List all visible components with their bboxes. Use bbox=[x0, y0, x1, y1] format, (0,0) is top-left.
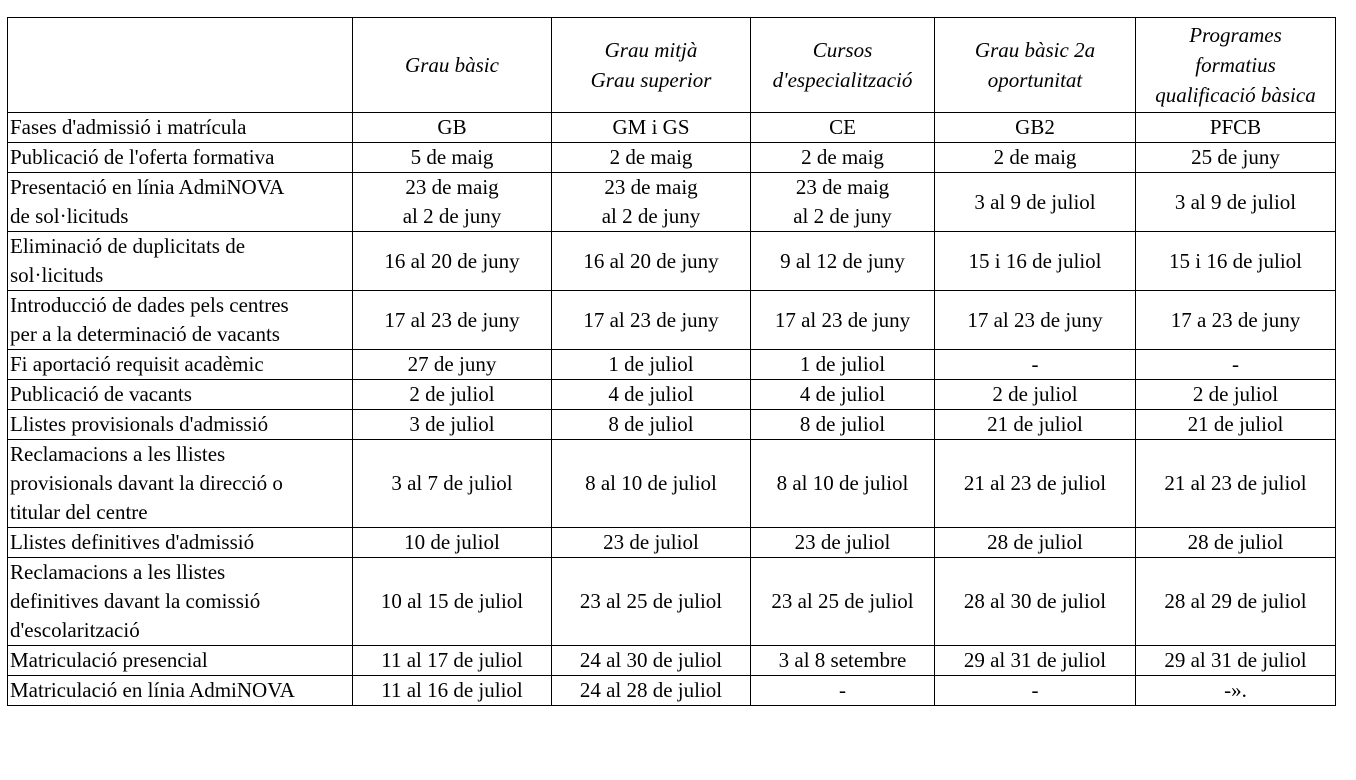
date-cell bbox=[552, 173, 751, 232]
date-cell bbox=[1136, 676, 1336, 706]
phase-cell bbox=[8, 676, 353, 706]
date-line: 28 de juliol bbox=[1187, 530, 1284, 554]
phase-line: definitives davant la comissió bbox=[10, 589, 261, 613]
table-row bbox=[8, 113, 1336, 143]
date-cell bbox=[1136, 558, 1336, 646]
date-cell bbox=[1136, 143, 1336, 173]
date-line: al 2 de juny bbox=[793, 204, 892, 228]
phase-line: Publicació de l'oferta formativa bbox=[10, 145, 275, 169]
date-line: 15 i 16 de juliol bbox=[968, 248, 1102, 273]
date-line: 8 al 10 de juliol bbox=[585, 471, 717, 495]
date-cell bbox=[1136, 291, 1336, 350]
phase-line: de sol·licituds bbox=[10, 204, 129, 228]
phase-line: Presentació en línia AdmiNOVA bbox=[10, 175, 285, 199]
date-cell bbox=[1136, 232, 1336, 291]
date-cell bbox=[1136, 113, 1336, 143]
date-line: 21 al 23 de juliol bbox=[963, 471, 1107, 495]
phase-cell bbox=[8, 143, 353, 173]
table-row bbox=[8, 291, 1336, 350]
date-line: 3 al 7 de juliol bbox=[391, 471, 513, 495]
header-line: formatius bbox=[1195, 53, 1276, 77]
date-line: 3 de juliol bbox=[409, 412, 495, 436]
table-row bbox=[8, 646, 1336, 676]
header-line: Grau mitjà bbox=[604, 38, 698, 62]
table-row bbox=[8, 380, 1336, 410]
date-line: 2 de juliol bbox=[1192, 382, 1279, 406]
header-line: qualificació bàsica bbox=[1155, 83, 1316, 107]
date-line: 29 al 31 de juliol bbox=[963, 648, 1107, 672]
date-cell bbox=[353, 232, 552, 291]
date-line: 2 de maig bbox=[609, 145, 693, 169]
date-line: 2 de maig bbox=[993, 145, 1077, 169]
header-cell-grau-basic bbox=[353, 18, 552, 113]
phase-line: Llistes provisionals d'admissió bbox=[10, 412, 269, 436]
date-cell bbox=[552, 558, 751, 646]
date-line: - bbox=[839, 678, 846, 702]
date-line: 23 de juliol bbox=[794, 530, 891, 554]
table-body bbox=[8, 113, 1336, 706]
date-cell bbox=[1136, 528, 1336, 558]
date-cell bbox=[751, 380, 935, 410]
header-cell-grau-basic-2a-oportunitat bbox=[935, 18, 1136, 113]
date-line: 4 de juliol bbox=[608, 382, 694, 406]
date-cell bbox=[751, 676, 935, 706]
date-line: 21 de juliol bbox=[987, 412, 1083, 436]
date-cell bbox=[751, 558, 935, 646]
phase-cell bbox=[8, 528, 353, 558]
date-line: 24 al 30 de juliol bbox=[579, 648, 723, 672]
date-line: 25 de juny bbox=[1191, 145, 1280, 169]
date-cell bbox=[353, 528, 552, 558]
date-line: 15 i 16 de juliol bbox=[1169, 248, 1302, 273]
date-line: 24 al 28 de juliol bbox=[579, 678, 723, 702]
date-line: GB2 bbox=[1015, 115, 1055, 139]
date-line: 23 de juliol bbox=[603, 530, 699, 554]
date-line: 17 al 23 de juny bbox=[774, 307, 911, 332]
admission-calendar bbox=[7, 17, 1336, 706]
phase-line: Matriculació presencial bbox=[10, 648, 208, 672]
date-cell bbox=[935, 350, 1136, 380]
date-line: GM i GS bbox=[612, 115, 690, 139]
phase-line: Fi aportació requisit acadèmic bbox=[10, 352, 264, 376]
date-line: 3 al 8 setembre bbox=[778, 648, 907, 672]
date-line: 17 al 23 de juny bbox=[967, 307, 1103, 332]
date-line: PFCB bbox=[1209, 115, 1262, 139]
phase-line: d'escolarització bbox=[10, 618, 140, 642]
table-row bbox=[8, 350, 1336, 380]
phase-line: Fases d'admissió i matrícula bbox=[10, 115, 247, 139]
date-line: 28 de juliol bbox=[987, 530, 1083, 554]
date-cell bbox=[935, 113, 1136, 143]
date-line: CE bbox=[829, 115, 856, 139]
date-cell bbox=[552, 232, 751, 291]
date-line: -». bbox=[1224, 678, 1247, 702]
date-line: 1 de juliol bbox=[799, 352, 886, 376]
date-line: - bbox=[1232, 352, 1239, 376]
date-line: 17 al 23 de juny bbox=[384, 307, 520, 332]
header-cell-grau-mitja-superior bbox=[552, 18, 751, 113]
date-line: 28 al 29 de juliol bbox=[1164, 589, 1307, 613]
date-line: 1 de juliol bbox=[608, 352, 694, 376]
date-line: 10 al 15 de juliol bbox=[380, 589, 524, 613]
date-cell bbox=[353, 143, 552, 173]
table-header bbox=[8, 18, 1336, 113]
date-line: 2 de juliol bbox=[409, 382, 495, 406]
date-cell bbox=[552, 113, 751, 143]
table-row bbox=[8, 440, 1336, 528]
date-cell bbox=[552, 380, 751, 410]
date-line: GB bbox=[437, 115, 467, 139]
date-line: 9 al 12 de juny bbox=[780, 248, 905, 273]
date-line: 17 al 23 de juny bbox=[583, 307, 719, 332]
date-line: 23 al 25 de juliol bbox=[579, 589, 723, 613]
table-row bbox=[8, 143, 1336, 173]
date-cell bbox=[935, 173, 1136, 232]
date-cell bbox=[552, 528, 751, 558]
date-cell bbox=[935, 646, 1136, 676]
date-cell bbox=[751, 528, 935, 558]
date-line: 10 de juliol bbox=[404, 530, 500, 554]
date-cell bbox=[935, 528, 1136, 558]
date-cell bbox=[751, 350, 935, 380]
date-cell bbox=[552, 410, 751, 440]
date-line: 29 al 31 de juliol bbox=[1164, 648, 1307, 672]
date-line: 8 de juliol bbox=[799, 412, 886, 436]
date-line: 2 de juliol bbox=[992, 382, 1078, 406]
phase-cell bbox=[8, 410, 353, 440]
phase-cell bbox=[8, 173, 353, 232]
header-line: d'especialització bbox=[772, 68, 913, 92]
phase-cell bbox=[8, 350, 353, 380]
date-cell bbox=[1136, 646, 1336, 676]
date-cell bbox=[552, 440, 751, 528]
date-cell bbox=[552, 143, 751, 173]
table-row bbox=[8, 173, 1336, 232]
date-cell bbox=[935, 440, 1136, 528]
phase-cell bbox=[8, 380, 353, 410]
phase-line: titular del centre bbox=[10, 500, 148, 524]
date-cell bbox=[353, 646, 552, 676]
date-line: 11 al 16 de juliol bbox=[381, 678, 523, 702]
date-line: 23 de maig bbox=[795, 175, 890, 199]
date-cell bbox=[552, 350, 751, 380]
table-row bbox=[8, 558, 1336, 646]
date-line: 3 al 9 de juliol bbox=[1174, 189, 1297, 214]
phase-line: Llistes definitives d'admissió bbox=[10, 530, 255, 554]
date-cell bbox=[353, 440, 552, 528]
date-line: 16 al 20 de juny bbox=[583, 248, 719, 273]
date-cell bbox=[935, 232, 1136, 291]
phase-line: Reclamacions a les llistes bbox=[10, 560, 226, 584]
date-cell bbox=[751, 410, 935, 440]
header-corner-cell bbox=[8, 18, 353, 113]
date-cell bbox=[935, 676, 1136, 706]
date-line: 21 al 23 de juliol bbox=[1164, 471, 1307, 495]
date-line: 27 de juny bbox=[407, 352, 497, 376]
date-cell bbox=[353, 410, 552, 440]
date-cell bbox=[751, 143, 935, 173]
date-cell bbox=[751, 291, 935, 350]
date-line: al 2 de juny bbox=[601, 204, 701, 228]
admission-table bbox=[7, 17, 1336, 706]
table-row bbox=[8, 676, 1336, 706]
header-line: oportunitat bbox=[987, 68, 1083, 92]
date-cell bbox=[552, 676, 751, 706]
date-line: 8 al 10 de juliol bbox=[776, 471, 909, 495]
date-line: 8 de juliol bbox=[608, 412, 694, 436]
table-row bbox=[8, 232, 1336, 291]
date-cell bbox=[935, 380, 1136, 410]
date-line: 21 de juliol bbox=[1187, 412, 1284, 436]
date-line: 23 de maig bbox=[405, 175, 499, 199]
date-line: 4 de juliol bbox=[799, 382, 886, 406]
date-cell bbox=[353, 676, 552, 706]
date-line: 2 de maig bbox=[801, 145, 884, 169]
date-line: 23 de maig bbox=[604, 175, 698, 199]
table-row bbox=[8, 528, 1336, 558]
date-line: 11 al 17 de juliol bbox=[381, 648, 523, 672]
date-cell bbox=[353, 173, 552, 232]
header-cell-programes-formatius bbox=[1136, 18, 1336, 113]
phase-line: Publicació de vacants bbox=[10, 382, 192, 406]
header-line: Programes bbox=[1189, 23, 1282, 47]
date-cell bbox=[353, 380, 552, 410]
date-line: 23 al 25 de juliol bbox=[771, 589, 914, 613]
header-row bbox=[8, 18, 1336, 113]
phase-line: Eliminació de duplicitats de bbox=[10, 234, 246, 258]
date-cell bbox=[935, 291, 1136, 350]
date-cell bbox=[1136, 173, 1336, 232]
header-line: Grau bàsic 2a bbox=[974, 38, 1096, 62]
date-line: 28 al 30 de juliol bbox=[963, 589, 1107, 613]
phase-line: sol·licituds bbox=[10, 263, 104, 287]
date-cell bbox=[353, 558, 552, 646]
date-line: al 2 de juny bbox=[402, 204, 502, 228]
date-line: - bbox=[1031, 678, 1039, 702]
date-cell bbox=[751, 646, 935, 676]
phase-line: per a la determinació de vacants bbox=[10, 322, 280, 346]
date-cell bbox=[935, 558, 1136, 646]
phase-cell bbox=[8, 232, 353, 291]
date-cell bbox=[751, 113, 935, 143]
phase-cell bbox=[8, 291, 353, 350]
date-cell bbox=[935, 410, 1136, 440]
phase-cell bbox=[8, 440, 353, 528]
phase-cell bbox=[8, 558, 353, 646]
date-cell bbox=[353, 291, 552, 350]
date-cell bbox=[1136, 410, 1336, 440]
header-line: Cursos bbox=[812, 38, 873, 62]
date-cell bbox=[751, 440, 935, 528]
phase-line: provisionals davant la direcció o bbox=[10, 471, 283, 495]
date-line: 17 a 23 de juny bbox=[1170, 307, 1301, 332]
phase-line: Reclamacions a les llistes bbox=[10, 442, 226, 466]
phase-cell bbox=[8, 113, 353, 143]
phase-line: Introducció de dades pels centres bbox=[10, 293, 289, 317]
date-cell bbox=[751, 232, 935, 291]
phase-line: Matriculació en línia AdmiNOVA bbox=[10, 678, 295, 702]
date-cell bbox=[751, 173, 935, 232]
date-line: 3 al 9 de juliol bbox=[974, 189, 1096, 214]
date-cell bbox=[552, 291, 751, 350]
phase-cell bbox=[8, 646, 353, 676]
date-cell bbox=[552, 646, 751, 676]
date-line: - bbox=[1031, 352, 1039, 376]
date-line: 16 al 20 de juny bbox=[384, 248, 520, 273]
date-cell bbox=[1136, 380, 1336, 410]
header-cell-cursos-especialitzacio bbox=[751, 18, 935, 113]
header-line: Grau bàsic bbox=[405, 53, 499, 77]
date-cell bbox=[1136, 350, 1336, 380]
date-line: 5 de maig bbox=[410, 145, 494, 169]
date-cell bbox=[353, 113, 552, 143]
date-cell bbox=[935, 143, 1136, 173]
date-cell bbox=[1136, 440, 1336, 528]
date-cell bbox=[353, 350, 552, 380]
table-row bbox=[8, 410, 1336, 440]
header-line: Grau superior bbox=[590, 68, 712, 92]
